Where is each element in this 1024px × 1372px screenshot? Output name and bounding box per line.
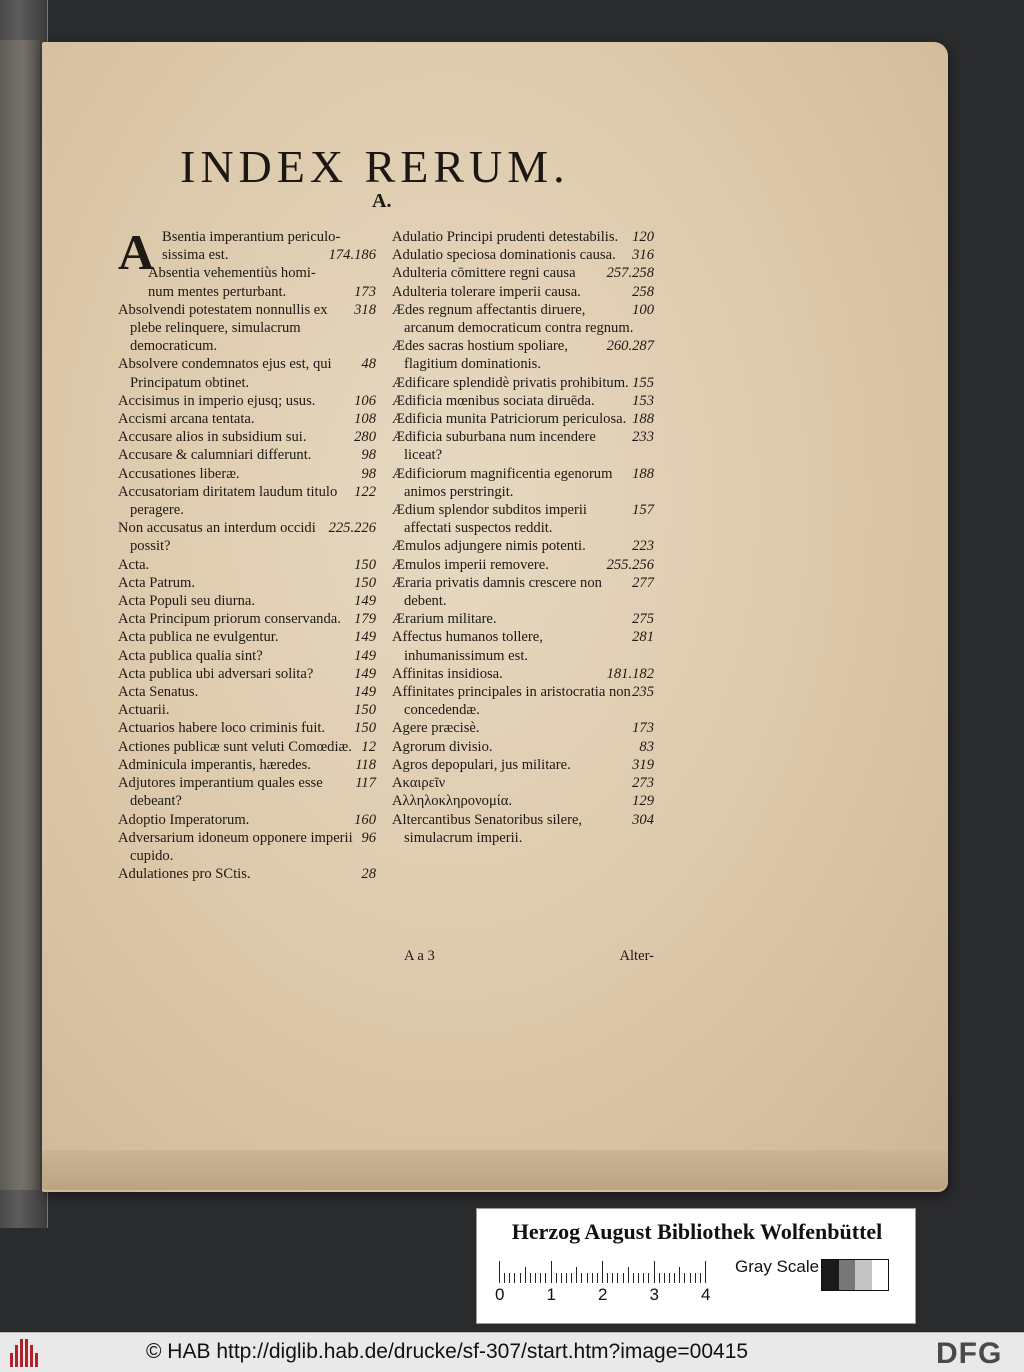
page-reference: 273 — [632, 775, 654, 792]
index-entry — [118, 574, 376, 592]
index-entry — [392, 719, 654, 737]
index-entry — [118, 465, 376, 483]
index-entry — [392, 283, 654, 301]
ruler-number: 2 — [598, 1285, 608, 1304]
entry-text: Actiones publicæ sunt veluti Comœdiæ. — [118, 738, 352, 755]
index-entry — [392, 228, 654, 246]
entry-text: Acta Patrum. — [118, 574, 196, 591]
entry-text: Agros depopulari, jus militare. — [392, 756, 571, 773]
index-entry — [392, 683, 654, 719]
copyright-url[interactable]: © HAB http://diglib.hab.de/drucke/sf-307/start.htm?image=00415 — [146, 1340, 749, 1363]
entry-text: Acta. — [118, 556, 150, 573]
page-reference: 149 — [354, 684, 376, 701]
page-reference: 150 — [354, 720, 376, 737]
page-reference: 150 — [354, 574, 376, 591]
page-reference: 149 — [354, 665, 376, 682]
page-reference: 155 — [632, 374, 654, 391]
page-reference: 316 — [632, 247, 654, 264]
section-letter: A. — [372, 190, 392, 212]
index-entry — [392, 756, 654, 774]
entry-text: Acta publica qualia sint? — [118, 647, 263, 664]
index-entry — [118, 683, 376, 701]
page-reference: 98 — [361, 465, 376, 482]
facing-page-edge — [0, 40, 40, 1190]
index-entry — [118, 428, 376, 446]
entry-text: Actuarios habere loco criminis fuit. — [118, 720, 326, 737]
index-entry — [118, 283, 376, 301]
page-reference: 150 — [354, 702, 376, 719]
entry-text: Ærarium militare. — [392, 611, 497, 628]
catchword: Alter- — [619, 948, 654, 964]
page-reference: 258 — [632, 283, 654, 300]
entry-text: Acta publica ne evulgentur. — [118, 629, 279, 646]
logo-bar — [25, 1339, 28, 1367]
page-reference: 122 — [354, 483, 376, 500]
ruler-tick — [587, 1273, 588, 1283]
index-entry — [118, 665, 376, 683]
page-reference: 12 — [361, 738, 376, 755]
entry-text: Æmulos imperii removere. — [392, 556, 549, 573]
ruler-tick — [695, 1273, 696, 1283]
index-entry — [392, 774, 654, 792]
index-entry — [392, 428, 654, 464]
dfg-logo: DFG — [936, 1337, 1003, 1370]
ruler-tick — [571, 1273, 572, 1283]
index-entry — [118, 519, 376, 555]
ruler-number: 4 — [701, 1285, 711, 1304]
page-reference: 173 — [354, 283, 376, 300]
entry-text: Ædificia suburbana num incendere liceat? — [392, 429, 596, 464]
index-entry — [392, 392, 654, 410]
ruler-tick — [540, 1273, 541, 1283]
ruler-tick — [576, 1267, 577, 1283]
page-reference: 153 — [632, 392, 654, 409]
ruler-tick — [684, 1273, 685, 1283]
ruler-number: 0 — [495, 1285, 505, 1304]
page-bottom-edge — [42, 1150, 948, 1190]
page-reference: 108 — [354, 411, 376, 428]
entry-text: Æraria privatis damnis crescere non debent. — [392, 574, 602, 610]
page-reference: 160 — [354, 811, 376, 828]
page-reference: 28 — [361, 866, 376, 883]
index-entry — [118, 264, 376, 282]
page-reference: 96 — [361, 829, 376, 846]
ruler-tick — [504, 1273, 505, 1283]
gray-scale-label: Gray Scale — [735, 1257, 820, 1276]
page-reference: 106 — [354, 392, 376, 409]
page-reference: 117 — [355, 775, 376, 792]
hab-logo-icon — [10, 1339, 38, 1367]
ruler-tick — [566, 1273, 567, 1283]
page-reference: 149 — [354, 593, 376, 610]
entry-text: Accusatoriam diritatem laudum titulo peragere. — [118, 483, 338, 519]
signature-mark: A a 3 — [404, 948, 435, 964]
page-reference: 98 — [361, 447, 376, 464]
ruler-tick — [561, 1273, 562, 1283]
ruler-tick — [700, 1273, 701, 1283]
page-reference: 281 — [632, 629, 654, 646]
ruler-tick — [705, 1261, 706, 1283]
index-entry — [392, 501, 654, 537]
entry-text: Ædificia mœnibus sociata diruēda. — [392, 392, 595, 409]
ruler-tick — [525, 1267, 526, 1283]
entry-text: Affinitas insidiosa. — [392, 665, 503, 682]
page-reference: 118 — [355, 756, 376, 773]
index-entry — [118, 811, 376, 829]
index-column-left — [118, 224, 376, 883]
page-reference: 157 — [632, 502, 654, 519]
page-reference: 100 — [632, 301, 654, 318]
gray-swatch — [872, 1260, 889, 1290]
index-entry — [118, 556, 376, 574]
logo-bar — [10, 1353, 13, 1367]
page-reference: 255.256 — [606, 556, 654, 573]
index-entry — [392, 811, 654, 847]
ruler-tick — [643, 1273, 644, 1283]
page-reference: 188 — [632, 465, 654, 482]
entry-text: Accismi arcana tentata. — [118, 411, 255, 428]
entry-text: Accusare alios in subsidium sui. — [118, 429, 307, 446]
index-entry — [392, 556, 654, 574]
ruler-tick — [556, 1273, 557, 1283]
page-reference: 150 — [354, 556, 376, 573]
ruler-tick — [659, 1273, 660, 1283]
ruler-tick — [633, 1273, 634, 1283]
page-reference: 149 — [354, 647, 376, 664]
ruler-tick — [530, 1273, 531, 1283]
page-reference: 233 — [632, 429, 654, 446]
entry-text: Bsentia imperantium periculo- — [162, 229, 341, 245]
ruler-tick — [551, 1261, 552, 1283]
entry-text: num mentes perturbant. — [148, 283, 287, 300]
entry-text: Accisimus in imperio ejusq; usus. — [118, 392, 316, 409]
ruler-tick — [514, 1273, 515, 1283]
page-reference: 277 — [632, 574, 654, 591]
ruler-tick — [581, 1273, 582, 1283]
ruler-tick — [520, 1273, 521, 1283]
logo-bar — [15, 1345, 18, 1367]
index-entry — [118, 592, 376, 610]
logo-bar — [35, 1353, 38, 1367]
entry-text: Acta Principum priorum conservanda. — [118, 611, 341, 628]
index-entry — [392, 665, 654, 683]
index-entry — [118, 610, 376, 628]
entry-text: Adulationes pro SCtis. — [118, 866, 251, 883]
page-reference: 188 — [632, 411, 654, 428]
color-scale-card — [476, 1208, 916, 1324]
ruler-tick — [654, 1261, 655, 1283]
page-reference: 304 — [632, 811, 654, 828]
page-reference: 280 — [354, 429, 376, 446]
entry-text: Agrorum divisio. — [392, 738, 493, 755]
page-reference: 173 — [632, 720, 654, 737]
entry-text: Non accusatus an interdum occidi possit? — [118, 520, 316, 555]
entry-text: Adulatio Principi prudenti detestabilis. — [392, 229, 619, 245]
library-name: Herzog August Bibliothek Wolfenbüttel — [511, 1219, 883, 1244]
ruler-tick — [612, 1273, 613, 1283]
page-reference: 235 — [632, 684, 654, 701]
ruler-tick — [648, 1273, 649, 1283]
entry-text: Absentia vehementiùs homi- — [148, 265, 316, 282]
entry-text: sissima est. — [162, 247, 229, 264]
index-entry — [392, 337, 654, 373]
entry-text: Affectus humanos tollere, inhumanissimum est. — [392, 629, 543, 664]
entry-text: Ædificiorum magnificentia egenorum animos perstringit. — [392, 465, 613, 500]
ruler-tick — [623, 1273, 624, 1283]
ruler-tick — [607, 1273, 608, 1283]
index-entry — [118, 246, 376, 264]
logo-bar — [30, 1345, 33, 1367]
entry-text: Agere præcisè. — [392, 720, 480, 737]
viewer-footer — [0, 1332, 1024, 1372]
index-entry — [392, 610, 654, 628]
index-entry — [118, 628, 376, 646]
entry-text: Adminicula imperantis, hæredes. — [118, 756, 311, 773]
entry-text: Adversarium idoneum opponere imperii cupido. — [118, 829, 353, 864]
ruler — [495, 1255, 721, 1304]
index-entry — [392, 465, 654, 501]
ruler-tick — [690, 1273, 691, 1283]
ruler-tick — [617, 1273, 618, 1283]
page-reference: 179 — [354, 611, 376, 628]
ruler-tick — [628, 1267, 629, 1283]
gray-swatch — [839, 1260, 856, 1290]
page-reference: 174.186 — [328, 247, 376, 264]
logo-bar — [20, 1339, 23, 1367]
entry-text: Adulteria cōmittere regni causa — [392, 265, 576, 282]
index-entry — [392, 537, 654, 555]
ruler-tick — [509, 1273, 510, 1283]
index-column-right — [392, 228, 654, 847]
entry-text: Ædificia munita Patriciorum periculosa. — [392, 411, 627, 428]
page-footer-line — [404, 948, 654, 965]
index-entry — [118, 829, 376, 865]
gray-scale-swatches — [821, 1259, 889, 1291]
entry-text: Absolvendi potestatem nonnullis ex plebe relinquere, simulacrum democraticum. — [118, 301, 328, 355]
page-reference: 319 — [632, 756, 654, 773]
index-entry — [392, 410, 654, 428]
entry-text: Actuarii. — [118, 702, 170, 719]
entry-text: Affinitates principales in aristocratia non concedendæ. — [392, 684, 631, 719]
entry-text: Ακαιρεῖν — [392, 775, 446, 792]
index-entry — [392, 246, 654, 264]
ruler-number: 3 — [649, 1285, 659, 1304]
index-entry — [118, 756, 376, 774]
ruler-tick — [499, 1261, 500, 1283]
index-entry — [118, 355, 376, 391]
entry-text: Absolvere condemnatos ejus est, qui Principatum obtinet. — [118, 356, 332, 391]
entry-text: Ædium splendor subditos imperii affectati suspectos reddit. — [392, 502, 587, 537]
entry-text: Acta Senatus. — [118, 684, 199, 701]
index-entry — [118, 719, 376, 737]
entry-text: Αλληλοκληρονομία. — [392, 793, 513, 810]
entry-text: Ædes sacras hostium spoliare, flagitium dominationis. — [392, 338, 568, 373]
entry-text: Æmulos adjungere nimis potenti. — [392, 538, 586, 555]
entry-text: Accusare & calumniari differunt. — [118, 447, 312, 464]
index-entry — [118, 392, 376, 410]
index-entry — [118, 483, 376, 519]
page-reference: 225.226 — [328, 520, 376, 537]
page-reference: 83 — [639, 738, 654, 755]
ruler-tick — [674, 1273, 675, 1283]
index-entry — [392, 628, 654, 664]
index-entry — [392, 374, 654, 392]
page-reference: 257.258 — [606, 265, 654, 282]
entry-text: Ædes regnum affectantis diruere, arcanum democraticum contra regnum. — [392, 301, 634, 337]
ruler-tick — [679, 1267, 680, 1283]
ruler-tick — [602, 1261, 603, 1283]
index-entry — [118, 865, 376, 883]
index-entry — [392, 738, 654, 756]
entry-text: Adoptio Imperatorum. — [118, 811, 250, 828]
ruler-tick — [592, 1273, 593, 1283]
index-entry — [118, 410, 376, 428]
index-entry — [392, 301, 654, 337]
page-reference: 149 — [354, 629, 376, 646]
index-entry — [392, 264, 654, 282]
index-entry — [392, 792, 654, 810]
page-reference: 120 — [632, 229, 654, 245]
index-entry — [118, 701, 376, 719]
ruler-tick — [669, 1273, 670, 1283]
index-entry — [118, 446, 376, 464]
ruler-tick — [545, 1273, 546, 1283]
entry-text: Acta Populi seu diurna. — [118, 593, 255, 610]
entry-text: Accusationes liberæ. — [118, 465, 240, 482]
page-reference: 129 — [632, 793, 654, 810]
ruler-tick — [664, 1273, 665, 1283]
page-reference: 48 — [361, 356, 376, 373]
entry-text: Adulatio speciosa dominationis causa. — [392, 247, 616, 264]
index-entry — [118, 774, 376, 810]
index-entry — [118, 738, 376, 756]
ruler-tick — [535, 1273, 536, 1283]
entry-text: Ædificare splendidè privatis prohibitum. — [392, 374, 629, 391]
page-reference: 181.182 — [606, 665, 654, 682]
ruler-tick — [638, 1273, 639, 1283]
ruler-number: 1 — [546, 1285, 556, 1304]
entry-text: Adulteria tolerare imperii causa. — [392, 283, 581, 300]
entry-text: Acta publica ubi adversari solita? — [118, 665, 314, 682]
drop-cap: A — [118, 224, 155, 280]
gray-swatch — [822, 1260, 839, 1290]
gray-swatch — [855, 1260, 872, 1290]
page-reference: 223 — [632, 538, 654, 555]
index-entry — [392, 574, 654, 610]
page-reference: 260.287 — [606, 338, 654, 355]
entry-text: Adjutores imperantium quales esse debeant? — [118, 775, 323, 810]
page-reference: 318 — [354, 301, 376, 318]
index-entry — [118, 301, 376, 356]
ruler-tick — [597, 1273, 598, 1283]
page-reference: 275 — [632, 611, 654, 628]
index-entry — [118, 647, 376, 665]
page-title: INDEX RERUM. — [180, 141, 570, 192]
entry-text: Altercantibus Senatoribus silere, simulacrum imperii. — [392, 811, 583, 846]
